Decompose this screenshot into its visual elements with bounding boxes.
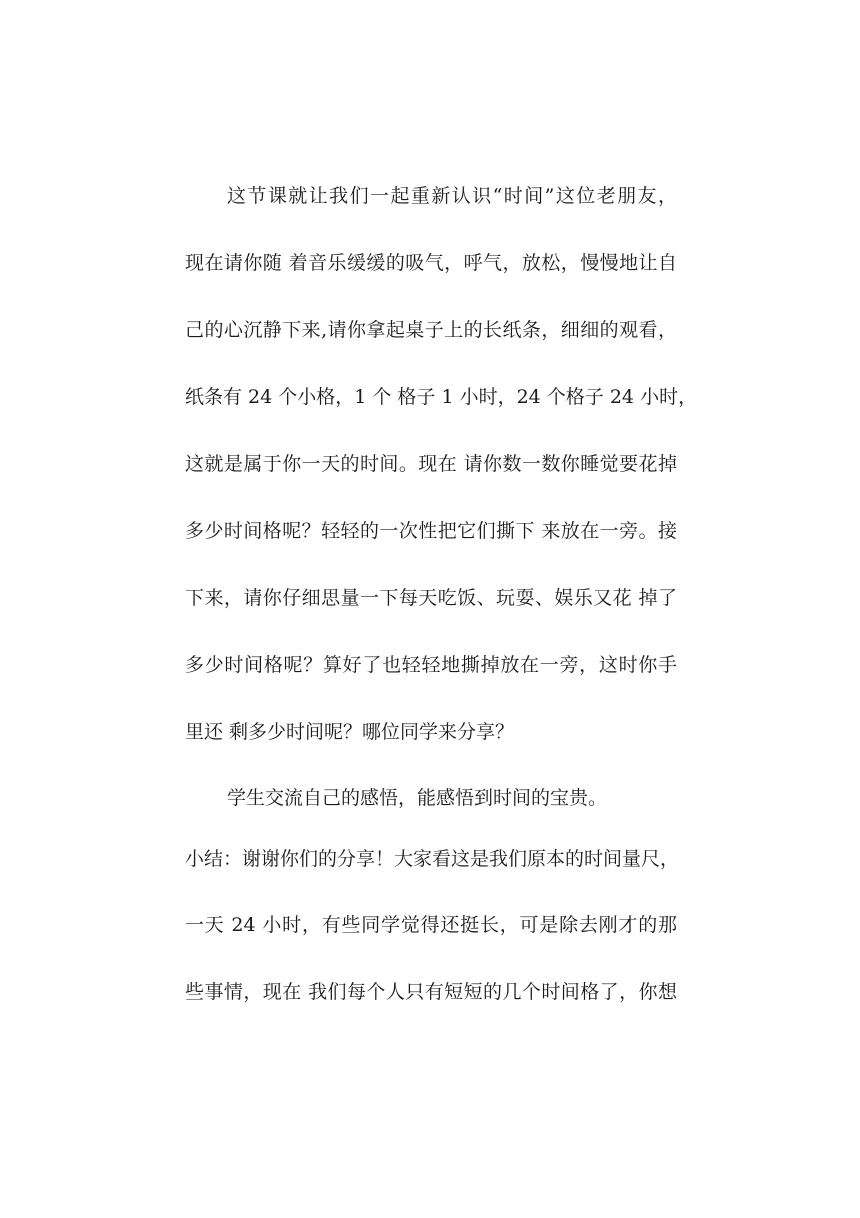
text-line: 现在请你随 着音乐缓缓的吸气，呼气，放松，慢慢地让自 (185, 252, 677, 274)
text-line: 多少时间格呢？算好了也轻轻地撕掉放在一旁，这时你手 (185, 654, 677, 676)
text-line: 下来，请你仔细思量一下每天吃饭、玩耍、娱乐又花 掉了 (185, 587, 677, 609)
text-line: 学生交流自己的感悟，能感悟到时间的宝贵。 (227, 787, 608, 809)
text-line: 一天 24 小时，有些同学觉得还挺长，可是除去刚才的那 (185, 914, 677, 936)
text-line: 小结：谢谢你们的分享！大家看这是我们原本的时间量尺， (185, 848, 680, 870)
text-line: 里还 剩多少时间呢？哪位同学来分享？ (185, 721, 515, 743)
text-line: 这节课就让我们一起重新认识“时间”这位老朋友， (227, 185, 677, 207)
text-line: 纸条有 24 个小格，1 个 格子 1 小时，24 个格子 24 小时， (185, 386, 698, 408)
text-line: 些事情，现在 我们每个人只有短短的几个时间格了，你想 (185, 981, 677, 1003)
text-line: 多少时间格呢？轻轻的一次性把它们撕下 来放在一旁。接 (185, 520, 677, 542)
text-line: 这就是属于你一天的时间。现在 请你数一数你睡觉要花掉 (185, 453, 677, 475)
text-line: 己的心沉静下来,请你拿起桌子上的长纸条，细细的观看， (185, 319, 677, 341)
